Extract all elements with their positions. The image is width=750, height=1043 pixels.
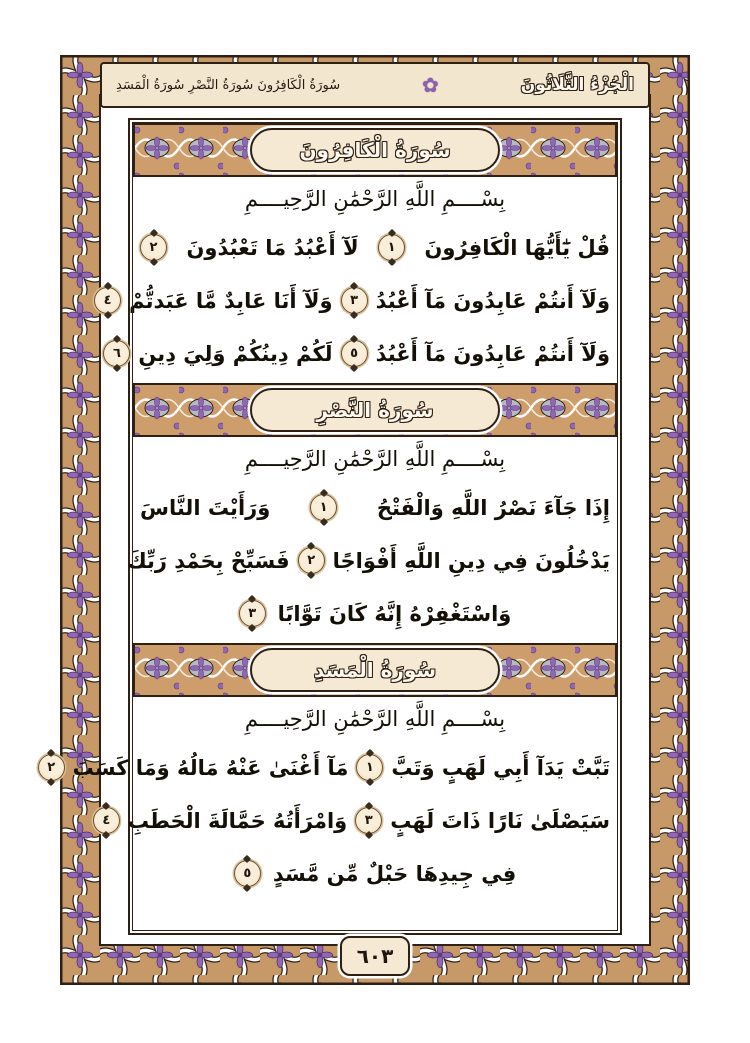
surah-title: سُورَةُ الْكَافِرُونَ [299,138,451,162]
verse-text: مَآ أَغْنَىٰ عَنْهُ مَالُهُ وَمَا كَسَبَ [72,755,349,780]
verse-line [130,221,620,274]
surah-title-cartouche [250,648,500,692]
surah-banner [133,643,617,697]
flower-ornament-icon: ✿ [422,73,439,97]
verse-text: وَلَآ أَنتُمْ عَابِدُونَ مَآ أَعْبُدُ [375,288,610,313]
verse-line [47,741,620,794]
verse-text: وَلَآ أَنَا عَابِدٌ مَّا عَبَدتُّمْ [129,288,333,313]
juz-title: الْجُزْءُ الثَّلَاثُونَ [520,75,634,95]
verse-text: وَاسْتَغْفِرْهُ إِنَّهُ كَانَ تَوَّابًا [277,601,512,626]
surah-section-al-masad [47,643,620,900]
verse-text: لَآ أَعْبُدُ مَا تَعْبُدُونَ [186,235,359,260]
surah-section-an-nasr [127,383,620,640]
ayah-marker: ٢ [140,234,167,261]
page-number-cartouche [340,936,410,976]
border-left-strip [63,58,101,983]
ayah-marker: ٣ [355,807,382,834]
page-number: ٦٠٣ [356,944,394,968]
verse-line [130,587,620,640]
surah-section-al-kafirun [103,123,620,380]
ayah-marker: ٤ [94,287,121,314]
verse-line [130,481,620,534]
ayah-marker: ٤ [93,807,120,834]
bismillah: بِسْــــمِ اللَّهِ الرَّحْمَٰنِ الرَّحِيــــمِ [244,447,506,471]
verse-text: فَسَبِّحْ بِحَمْدِ رَبِّكَ [127,548,290,573]
verse-line [112,327,620,380]
surah-title-cartouche [250,388,500,432]
ayah-marker: ٥ [341,340,368,367]
verse-text: سَيَصْلَىٰ نَارًا ذَاتَ لَهَبٍ [390,808,610,833]
verse-text: وَلَآ أَنتُمْ عَابِدُونَ مَآ أَعْبُدُ [375,341,610,366]
ayah-marker: ٣ [341,287,368,314]
ayah-marker: ١ [378,234,405,261]
verse-line [102,794,620,847]
surah-title: سُورَةُ الْمَسَدِ [313,658,437,682]
surah-title: سُورَةُ النَّصْرِ [316,398,434,422]
verse-text: تَبَّتْ يَدَآ أَبِي لَهَبٍ وَتَبَّ [391,755,610,780]
verse-text: وَامْرَأَتُهُ حَمَّالَةَ الْحَطَبِ [127,808,348,833]
verse-line [130,847,620,900]
verse-lines [103,221,620,380]
text-frame [47,118,622,935]
ayah-marker: ١ [356,754,383,781]
verse-lines [127,481,620,640]
verse-text: يَدْخُلُونَ فِي دِينِ اللَّهِ أَفْوَاجًا [332,548,610,573]
ayah-marker: ٦ [103,340,130,367]
verse-lines [47,741,620,900]
bismillah: بِسْــــمِ اللَّهِ الرَّحْمَٰنِ الرَّحِيــــمِ [244,187,506,211]
verse-text: فِي جِيدِهَا حَبْلٌ مِّن مَّسَدٍ [272,861,517,886]
surah-banner [133,383,617,437]
verse-line [103,274,620,327]
ayah-marker: ٢ [298,547,325,574]
bismillah: بِسْــــمِ اللَّهِ الرَّحْمَٰنِ الرَّحِيــــمِ [244,707,506,731]
surah-banner [133,123,617,177]
verse-text: قُلْ يَٰٓأَيُّهَا الْكَافِرُونَ [424,235,610,260]
header-surah-names: سُورَةُ الْكَافِرُونَ سُورَةُ النَّصْرِ سُورَةُ الْمَسَدِ [116,77,341,93]
verse-text: إِذَا جَآءَ نَصْرُ اللَّهِ وَالْفَتْحُ [376,495,610,520]
ayah-marker: ١ [310,494,337,521]
border-right-strip [650,58,688,983]
ayah-marker: ٥ [234,860,261,887]
ayah-marker: ٣ [239,600,266,627]
verse-text: وَرَأَيْتَ النَّاسَ [140,495,271,520]
page-header-band [100,62,650,108]
surah-title-cartouche [250,128,500,172]
verse-text: لَكُمْ دِينُكُمْ وَلِيَ دِينِ [138,341,333,366]
ayah-marker: ٢ [38,754,65,781]
verse-line [127,534,620,587]
